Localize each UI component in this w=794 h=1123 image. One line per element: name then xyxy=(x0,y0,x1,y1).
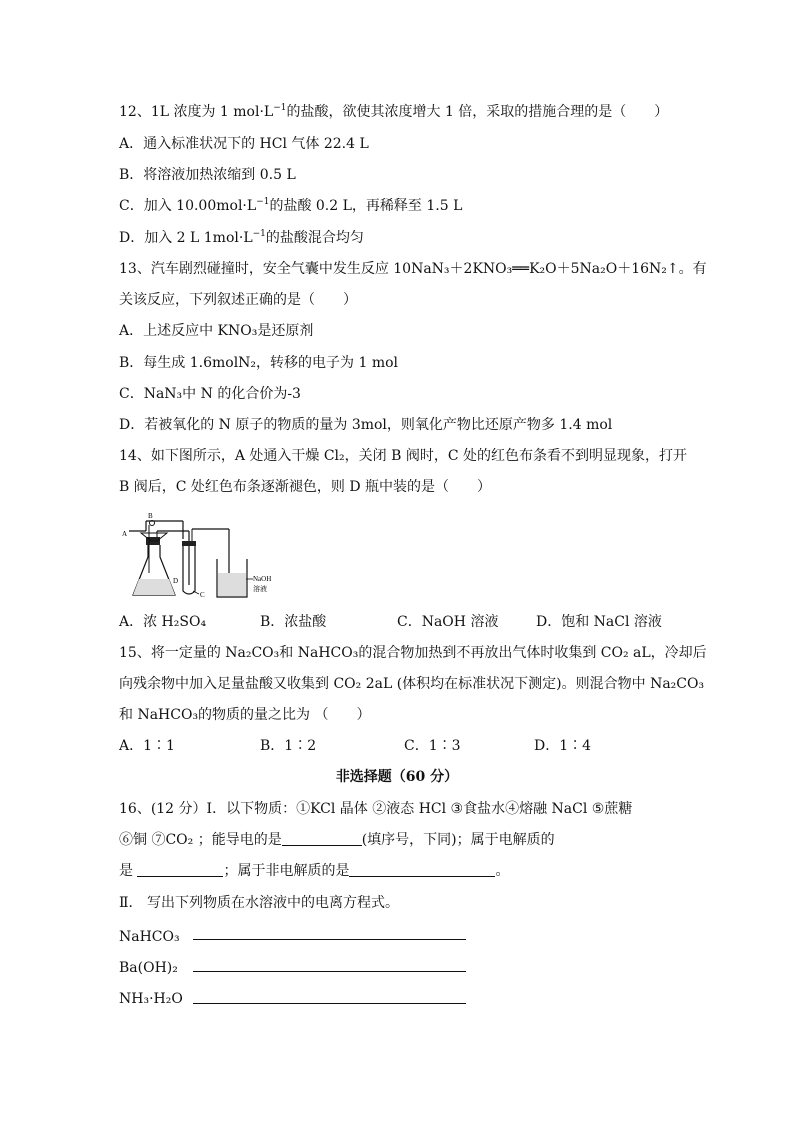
q15-stem-line2: 向残余物中加入足量盐酸又收集到 CO₂ 2aL (体积均在标准状况下测定)。则混合物中 Na₂CO₃ xyxy=(119,676,705,692)
q15-stem-line3: 和 NaHCO₃的物质的量之比为 （ ） xyxy=(119,707,371,723)
equation-label-baoh2: Ba(OH)₂ xyxy=(119,960,178,976)
q16-line3: 是 ；属于非电解质的是 。 xyxy=(119,863,510,879)
answer-blank-electrolyte[interactable] xyxy=(137,862,223,877)
answer-line-baoh2[interactable] xyxy=(193,971,466,972)
equation-label-nahco3: NaHCO₃ xyxy=(119,929,180,945)
label-solution: 溶液 xyxy=(253,585,267,593)
answer-blank-conductive[interactable] xyxy=(282,831,362,846)
answer-blank-nonelectrolyte[interactable] xyxy=(349,862,495,877)
q14-option-c: C．NaOH 溶液 xyxy=(397,614,499,630)
q13-stem-line1: 13、汽车剧烈碰撞时，安全气囊中发生反应 10NaN₃＋2KNO₃══K₂O＋5Na₂O＋16N₂↑。有 xyxy=(119,261,707,277)
q13-stem-line2: 关该反应，下列叙述正确的是（ ） xyxy=(119,292,357,308)
answer-line-nh3h2o[interactable] xyxy=(193,1003,466,1004)
q15-option-d: D．1∶4 xyxy=(534,738,592,754)
flask-liquid xyxy=(133,579,175,595)
q15-stem-line1: 15、将一定量的 Na₂CO₃和 NaHCO₃的混合物加热到不再放出气体时收集到 CO₂ aL，冷却后 xyxy=(119,645,707,661)
label-a: A xyxy=(122,530,128,538)
q14-option-b: B．浓盐酸 xyxy=(260,614,327,630)
test-tube-stopper xyxy=(182,541,196,546)
equation-label-nh3h2o: NH₃·H₂O xyxy=(119,991,183,1007)
q14-option-a: A．浓 H₂SO₄ xyxy=(119,614,207,630)
section-title: 非选择题（60 分） xyxy=(335,769,459,785)
q12-option-b: B．将溶液加热浓缩到 0.5 L xyxy=(119,167,296,183)
q12-option-a: A．通入标准状况下的 HCl 气体 22.4 L xyxy=(119,136,369,152)
label-d: D xyxy=(173,577,179,585)
q14-stem-line2: B 阀后，C 处红色布条逐渐褪色，则 D 瓶中装的是（ ） xyxy=(119,479,492,495)
q12-stem: 12、1L 浓度为 1 $mol\cdot L^{-1}$的盐酸，欲使其浓度增大 1 倍，采取的措施合理的是（ ） xyxy=(119,103,669,120)
q13-option-c: C．NaN₃中 N 的化合价为-3 xyxy=(119,386,301,402)
q14-option-d: D．饱和 NaCl 溶液 xyxy=(536,614,662,630)
q15-option-c: C．1∶3 xyxy=(404,738,461,754)
q15-option-b: B．1∶2 xyxy=(260,738,317,754)
beaker-liquid xyxy=(218,573,246,596)
label-naoh: NaOH xyxy=(253,575,272,583)
q16-line2: ⑥铜 ⑦CO₂ ；能导电的是 (填序号，下同)；属于电解质的 xyxy=(119,832,555,848)
q16-part2-heading: Ⅱ． 写出下列物质在水溶液中的电离方程式。 xyxy=(119,895,399,911)
q16-line1: 16、(12 分）Ⅰ．以下物质：①KCl 晶体 ②液态 HCl ③食盐水④熔融 NaCl ⑤蔗糖 xyxy=(119,801,633,817)
q12-option-d: D．加入 2 L $1mol\cdot L^{-1}$的盐酸混合均匀 xyxy=(119,229,364,246)
q13-option-a: A．上述反应中 KNO₃是还原剂 xyxy=(119,323,314,339)
answer-line-nahco3[interactable] xyxy=(193,939,466,940)
q12-option-c: C．加入 $10.00mol\cdot L^{-1}$的盐酸 0.2 L，再稀释至 1.5 L xyxy=(119,197,463,214)
label-c: C xyxy=(200,591,205,599)
q13-option-d: D．若被氧化的 N 原子的物质的量为 3mol，则氧化产物比还原产物多 1.4 mol xyxy=(119,417,613,433)
q15-option-a: A．1∶1 xyxy=(119,738,175,754)
q14-stem-line1: 14、如下图所示，A 处通入干燥 Cl₂，关闭 B 阀时，C 处的红色布条看不到明显现象，打开 xyxy=(119,448,687,464)
label-b: B xyxy=(148,512,153,520)
gas-apparatus-diagram xyxy=(119,511,289,601)
q13-option-b: B．每生成 1.6molN₂，转移的电子为 1 mol xyxy=(119,355,399,371)
